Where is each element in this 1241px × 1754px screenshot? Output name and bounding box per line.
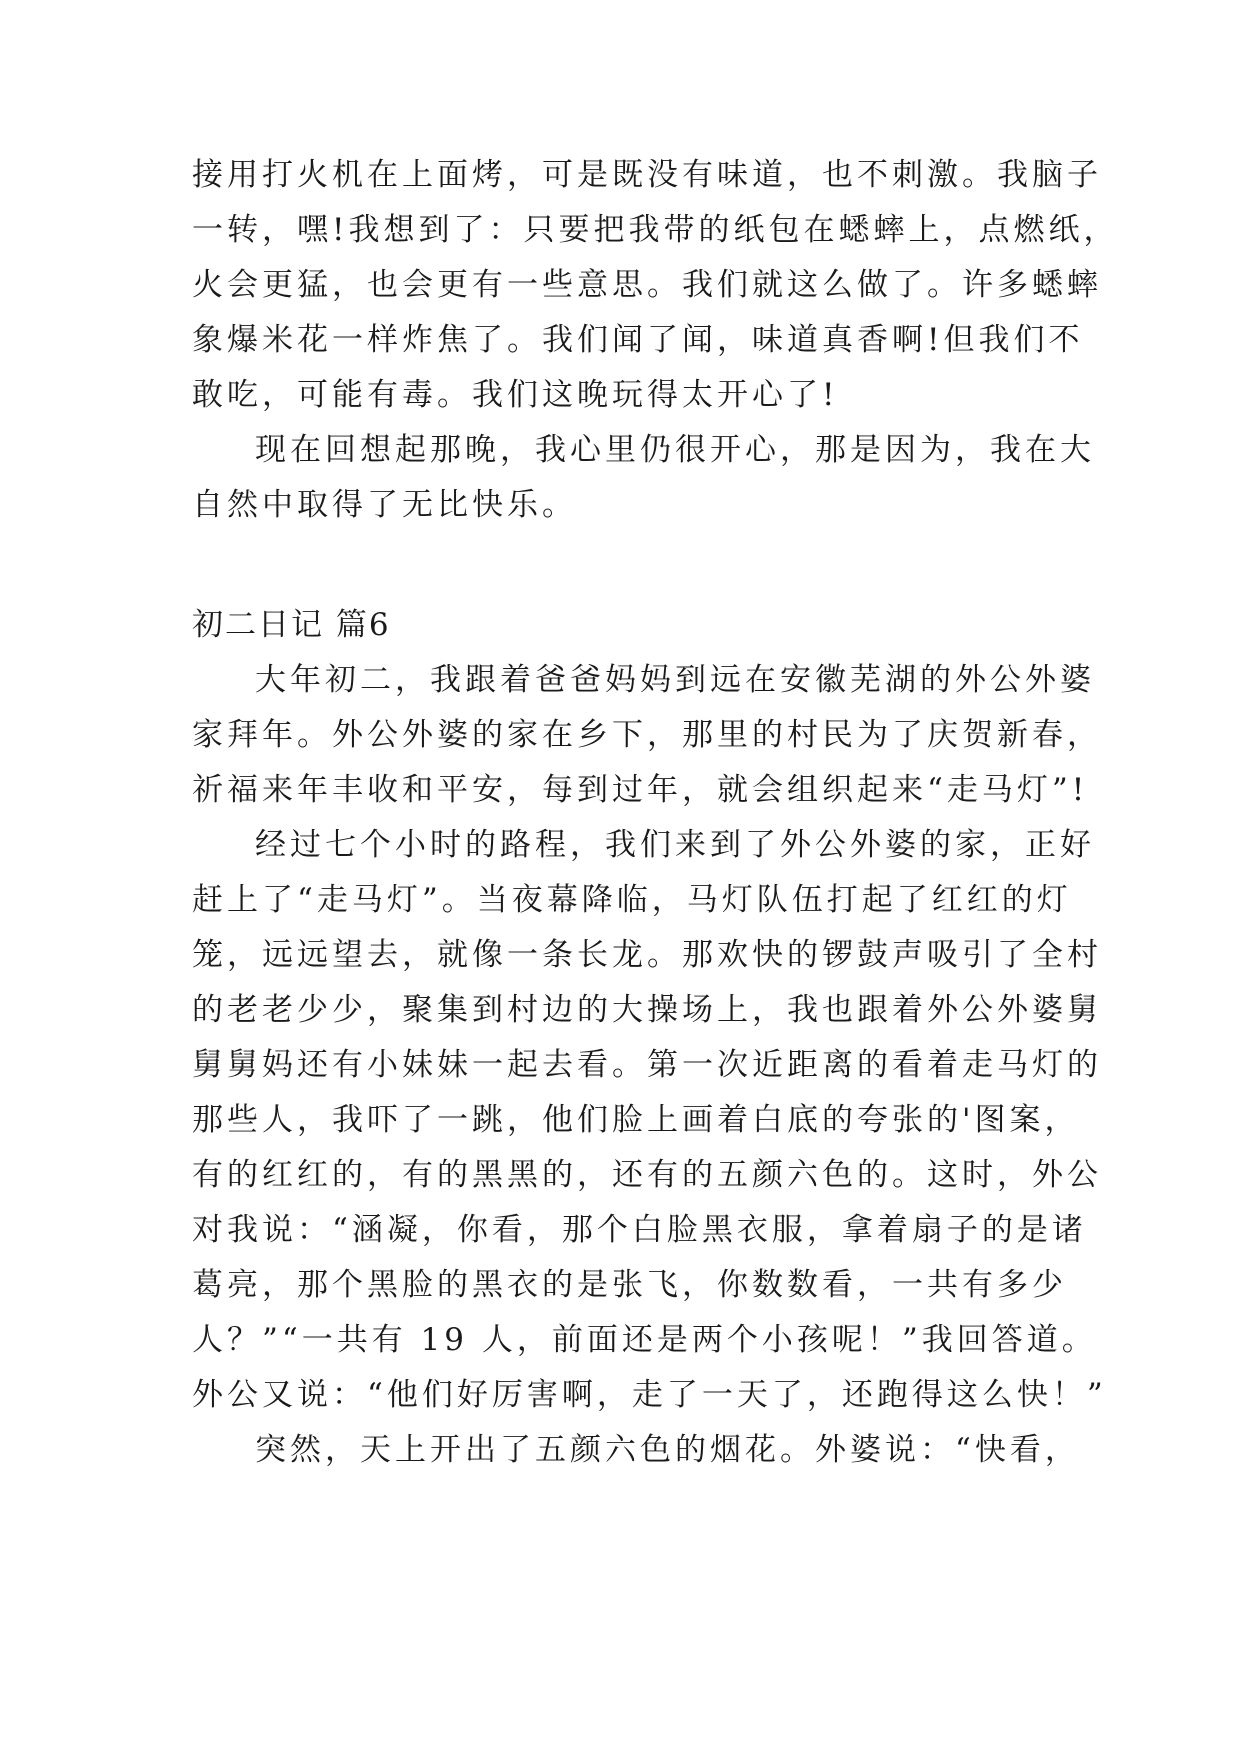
text-line: 外公又说：“他们好厉害啊，走了一天了，还跑得这么快！” [192,1377,1107,1413]
text-line: 一转，嘿!我想到了：只要把我带的纸包在蟋蟀上，点燃纸， [192,212,1119,248]
text-line: 舅舅妈还有小妹妹一起去看。第一次近距离的看着走马灯的 [192,1047,1102,1083]
text-line: 现在回想起那晚，我心里仍很开心，那是因为，我在大 [255,432,1095,468]
section-heading: 初二日记 篇6 [192,607,391,643]
text-line: 突然，天上开出了五颜六色的烟花。外婆说：“快看， [255,1432,1080,1468]
text-line: 的老老少少，聚集到村边的大操场上，我也跟着外公外婆舅 [192,992,1102,1028]
text-line: 自然中取得了无比快乐。 [192,487,577,523]
text-line: 那些人，我吓了一跳，他们脸上画着白底的夸张的'图案， [192,1102,1080,1138]
text-line: 笼，远远望去，就像一条长龙。那欢快的锣鼓声吸引了全村 [192,937,1102,973]
text-line: 家拜年。外公外婆的家在乡下，那里的村民为了庆贺新春， [192,717,1102,753]
text-line: 大年初二，我跟着爸爸妈妈到远在安徽芜湖的外公外婆 [255,662,1095,698]
text-line: 人？”“一共有 19 人，前面还是两个小孩呢！”我回答道。 [192,1322,1097,1358]
text-line: 象爆米花一样炸焦了。我们闻了闻，味道真香啊!但我们不 [192,322,1084,358]
text-line: 有的红红的，有的黑黑的，还有的五颜六色的。这时，外公 [192,1157,1102,1193]
text-line: 敢吃，可能有毒。我们这晚玩得太开心了! [192,377,839,413]
text-line: 接用打火机在上面烤，可是既没有味道，也不刺激。我脑子 [192,157,1102,193]
text-line: 祈福来年丰收和平安，每到过年，就会组织起来“走马灯”! [192,772,1089,808]
text-line: 赶上了“走马灯”。当夜幕降临，马灯队伍打起了红红的灯 [192,882,1072,918]
text-line: 火会更猛，也会更有一些意思。我们就这么做了。许多蟋蟀 [192,267,1102,303]
text-line: 经过七个小时的路程，我们来到了外公外婆的家，正好 [255,827,1095,863]
text-line: 葛亮，那个黑脸的黑衣的是张飞，你数数看，一共有多少 [192,1267,1067,1303]
text-line: 对我说：“涵凝，你看，那个白脸黑衣服，拿着扇子的是诸 [192,1212,1087,1248]
